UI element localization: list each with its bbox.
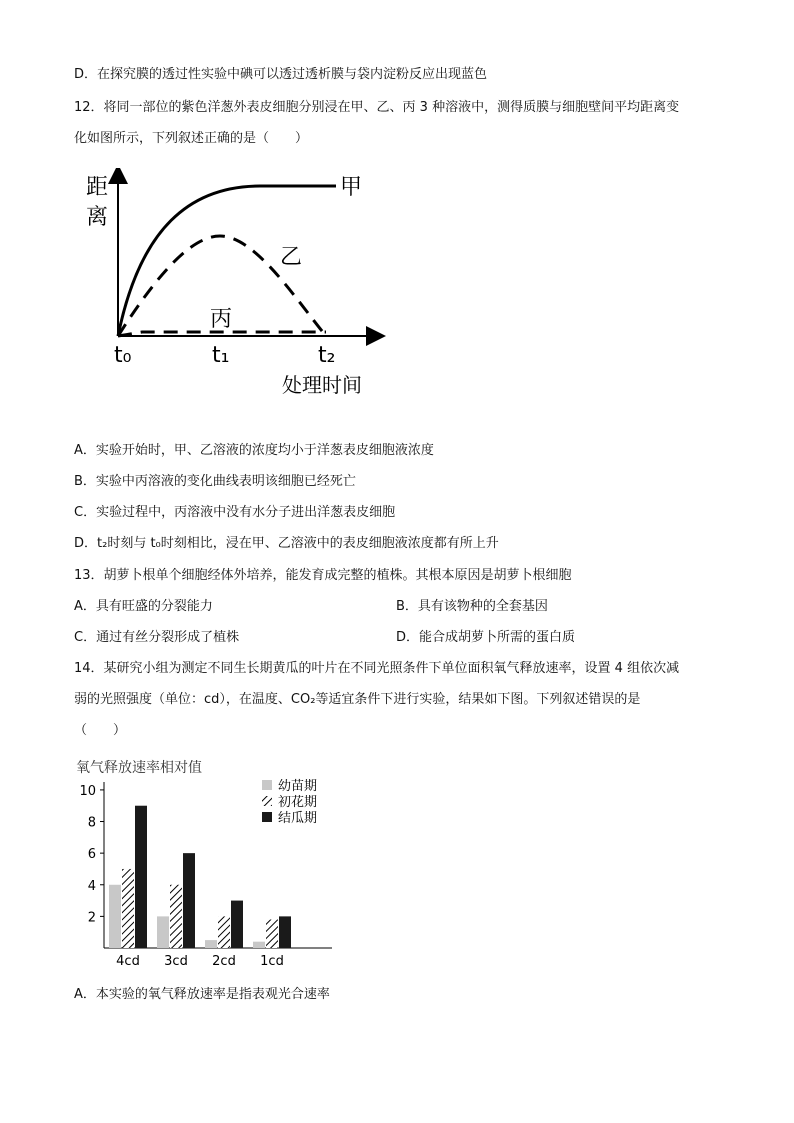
tick-t2: t₂ xyxy=(318,343,336,368)
q14-oxygen-bar-chart xyxy=(70,752,360,972)
y-tick-label: 6 xyxy=(87,847,96,863)
y-tick-label: 2 xyxy=(87,910,96,926)
y-tick-label: 10 xyxy=(79,783,96,799)
q12-option-c: C．实验过程中，丙溶液中没有水分子进出洋葱表皮细胞 xyxy=(74,505,396,520)
q12-stem-line2: 化如图所示，下列叙述正确的是（ ） xyxy=(74,131,309,146)
tick-t1: t₁ xyxy=(212,343,230,368)
q12-stem-line1: 12．将同一部位的紫色洋葱外表皮细胞分别浸在甲、乙、丙 3 种溶液中，测得质膜与细胞壁间平均距离变 xyxy=(74,100,680,115)
bar-1-4cd xyxy=(109,885,121,948)
bar-2-4cd xyxy=(122,869,134,948)
tick-t0: t₀ xyxy=(114,343,132,368)
q13-option-c: C．通过有丝分裂形成了植株 xyxy=(74,630,240,645)
q12-option-b: B．实验中丙溶液的变化曲线表明该细胞已经死亡 xyxy=(74,474,356,489)
label-jia: 甲 xyxy=(340,175,363,200)
bar-1-3cd xyxy=(157,916,169,948)
legend-swatch xyxy=(262,780,272,790)
bar-2-2cd xyxy=(218,916,230,948)
legend-label: 幼苗期 xyxy=(278,779,318,794)
label-bing: 丙 xyxy=(210,307,233,332)
bar-3-1cd xyxy=(279,916,291,948)
x-tick-label: 4cd xyxy=(116,954,140,969)
bar-3-3cd xyxy=(183,853,195,948)
q12-distance-figure xyxy=(80,168,400,408)
bar-3-2cd xyxy=(231,901,243,948)
q14-stem-line3: （ ） xyxy=(74,723,127,738)
y-tick-label: 4 xyxy=(87,878,96,894)
bar-2-3cd xyxy=(170,885,182,948)
chart-title: 氧气释放速率相对值 xyxy=(76,760,202,776)
q11-option-d: D．在探究膜的透过性实验中碘可以透过透析膜与袋内淀粉反应出现蓝色 xyxy=(74,67,488,82)
x-tick-label: 2cd xyxy=(212,954,236,969)
bar-3-4cd xyxy=(135,806,147,948)
y-label-1: 距 xyxy=(86,175,109,200)
q14-stem-line1: 14．某研究小组为测定不同生长期黄瓜的叶片在不同光照条件下单位面积氧气释放速率，设置 4 组依次减 xyxy=(74,661,680,676)
q13-stem: 13．胡萝卜根单个细胞经体外培养，能发育成完整的植株。其根本原因是胡萝卜根细胞 xyxy=(74,568,572,583)
x-tick-label: 3cd xyxy=(164,954,188,969)
q13-option-d: D．能合成胡萝卜所需的蛋白质 xyxy=(396,630,576,645)
y-tick-label: 8 xyxy=(87,815,96,831)
x-axis-label: 处理时间 xyxy=(282,373,362,397)
bar-2-1cd xyxy=(266,920,278,948)
q14-stem-line2: 弱的光照强度（单位：cd），在温度、CO₂等适宜条件下进行实验，结果如下图。下列叙述错误的是 xyxy=(74,692,641,707)
legend-swatch xyxy=(262,812,272,822)
q13-option-a: A．具有旺盛的分裂能力 xyxy=(74,599,213,614)
bar-1-2cd xyxy=(205,940,217,948)
legend-label: 初花期 xyxy=(278,795,318,810)
legend-swatch xyxy=(262,796,272,806)
bar-1-1cd xyxy=(253,942,265,948)
q12-option-a: A．实验开始时，甲、乙溶液的浓度均小于洋葱表皮细胞液浓度 xyxy=(74,443,434,458)
x-tick-label: 1cd xyxy=(260,954,284,969)
q13-option-b: B．具有该物种的全套基因 xyxy=(396,599,548,614)
y-label-2: 离 xyxy=(86,205,109,230)
q14-option-a: A．本实验的氧气释放速率是指表观光合速率 xyxy=(74,987,330,1002)
q12-option-d: D．t₂时刻与 t₀时刻相比，浸在甲、乙溶液中的表皮细胞液浓度都有所上升 xyxy=(74,536,499,551)
label-yi: 乙 xyxy=(280,245,303,270)
legend-label: 结瓜期 xyxy=(278,811,318,826)
